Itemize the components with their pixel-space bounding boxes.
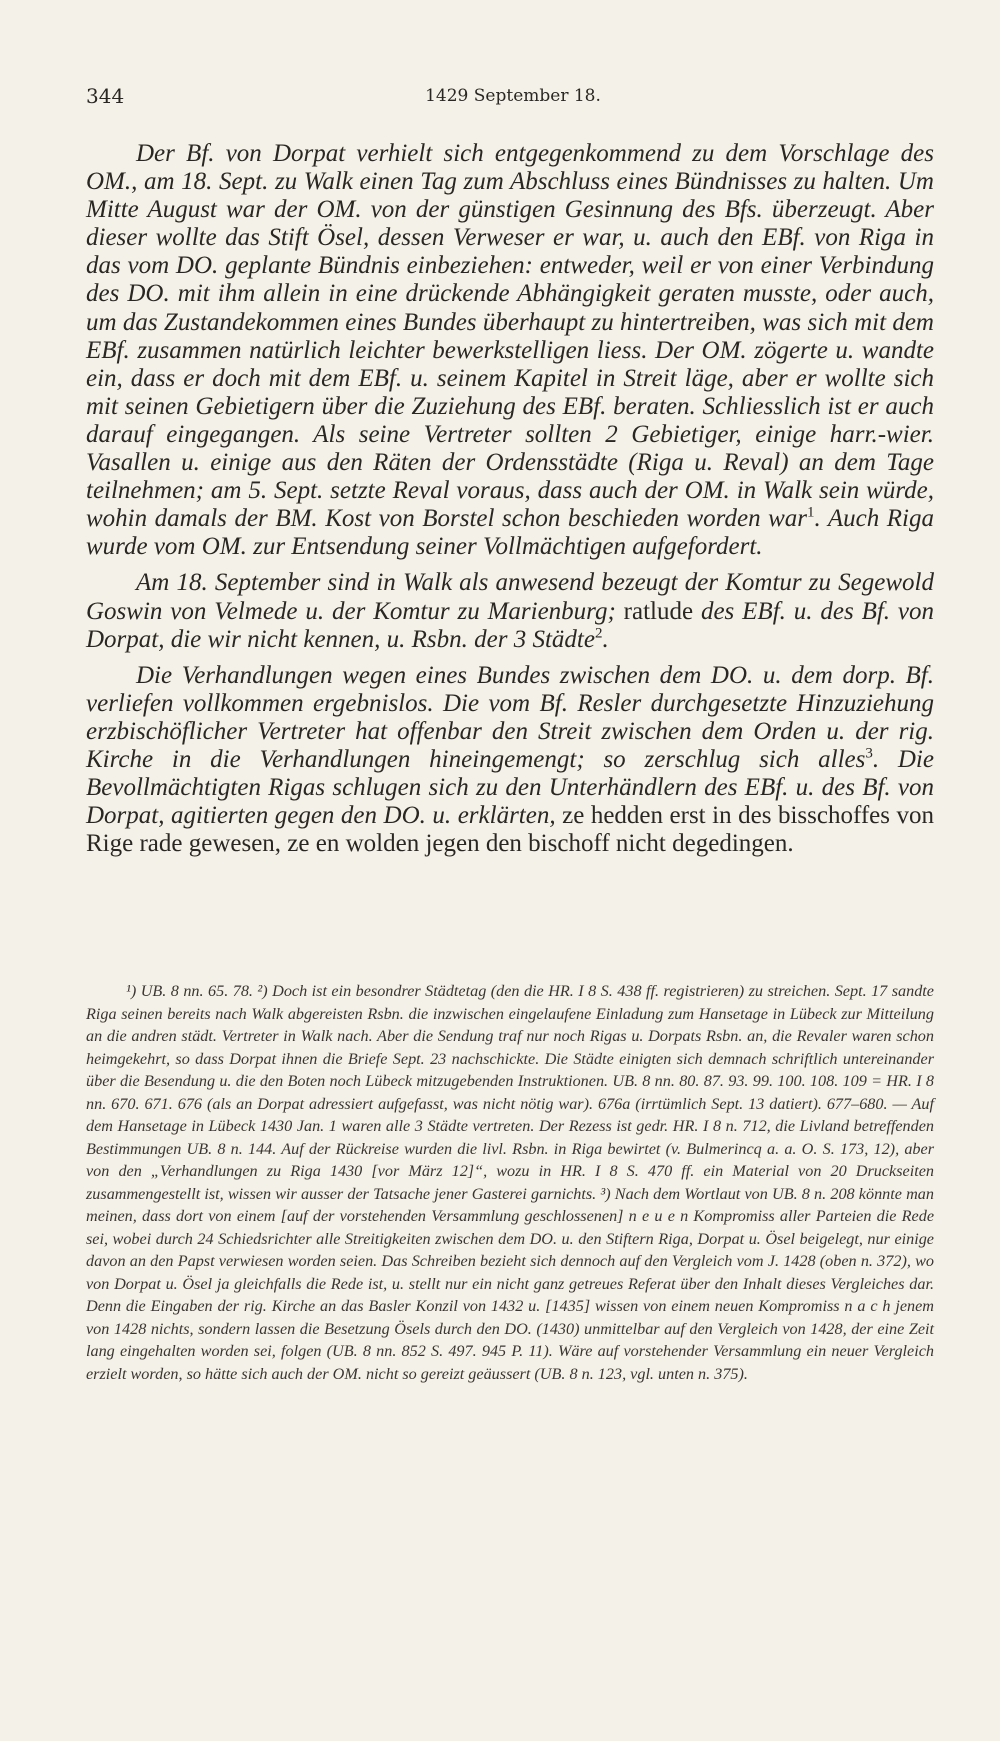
- paragraph-3-text-b: . Die Bevollmächtigten Rigas schlugen sich zu den Unterhändlern des EBf. u. des Bf. von Dorpat, agitierten gegen den DO. u. erklärten,: [86, 745, 934, 830]
- footnote-ref-1: 1: [807, 504, 815, 521]
- paragraph-2-text-b: des EBf. u. des Bf. von Dorpat, die wir nicht kennen, u. Rsbn. der 3 Städte: [86, 597, 934, 653]
- paragraph-2-end: .: [602, 625, 609, 653]
- paragraph-3-roman: ze hedden erst in des bisschoffes von Rige rade gewesen, ze en wolden jegen den bischoff nicht degedingen.: [86, 802, 935, 858]
- paragraph-2-text: Am 18. September sind in Walk als anwesend bezeugt der Komtur zu Segewold Goswin von Velmede u. der Komtur zu Marienburg;: [86, 569, 934, 625]
- paragraph-1: [86, 140, 934, 561]
- footnotes-text: ¹) UB. 8 nn. 65. 78. ²) Doch ist ein besondrer Städtetag (den die HR. I 8 S. 438 ff. registrieren) zu streichen. Sept. 17 sandte Riga seinen bereits nach Walk abgereisten Rsbn. die inzwischen eingelaufene Einladung zum Hansetage in Lübeck zur Mitteilung an die andren städt. Vertreter in Walk nach. Aber die Sendung traf nur noch Rigas u. Dorpats Rsbn. an, die Revaler waren schon heimgekehrt, so dass Dorpat ihnen die Briefe Sept. 23 nachschickte. Die Städte einigten sich demnach schriftlich untereinander über die Besendung u. die den Boten noch Lübeck mitzugebenden Instruktionen. UB. 8 nn. 80. 87. 93. 99. 100. 108. 109 = HR. I 8 nn. 670. 671. 676 (als an Dorpat adressiert aufgefasst, was nicht nötig war). 676a (irrtümlich Sept. 13 datiert). 677–680. — Auf dem Hansetage in Lübeck 1430 Jan. 1 waren alle 3 Städte vertreten. Der Rezess ist gedr. HR. I 8 n. 712, die Livland betreffenden Bestimmungen UB. 8 n. 144. Auf der Rückreise wurden die livl. Rsbn. in Riga bewirtet (v. Bulmerincq a. a. O. S. 173, 12), aber von den „Verhandlungen zu Riga 1430 [vor März 12]“, wozu in HR. I 8 S. 470 ff. ein Material von 20 Druckseiten zusammengestellt ist, wissen wir ausser der Tatsache jener Gasterei garnichts. ³) Nach dem Wortlaut von UB. 8 n. 208 könnte man meinen, dass dort von einem [auf der vorstehenden Versammlung geschlossenen] n e u e n Kompromiss aller Parteien die Rede sei, wobei durch 24 Schiedsrichter alle Streitigkeiten zwischen dem DO. u. den Stiftern Riga, Dorpat u. Ösel beigelegt, nur einige davon an den Papst verwiesen worden seien. Das Schreiben bezieht sich dennoch auf den Vergleich vom J. 1428 (oben n. 372), wo von Dorpat u. Ösel ja gleichfalls die Rede ist, u. stellt nur ein nicht ganz getreues Referat über den Inhalt dieses Vergleiches dar. Denn die Eingaben der rig. Kirche an das Basler Konzil von 1432 u. [1435] wissen von einem neuen Kompromiss n a c h jenem von 1428 nichts, sondern lassen die Besetzung Ösels durch den DO. (1430) unmittelbar auf den Vergleich von 1428, der eine Zeit lang eingehalten worden sei, folgen (UB. 8 nn. 852 S. 497. 945 P. 11). Wäre auf vorstehender Versammlung ein neuer Vergleich erzielt worden, so hätte sich auch der OM. nicht so gereizt geäussert (UB. 8 n. 123, vgl. unten n. 375).: [86, 982, 934, 1383]
- main-text: [86, 140, 934, 866]
- page-header: [86, 84, 940, 114]
- footnote-ref-3: 3: [865, 745, 873, 762]
- paragraph-1-text-end: . Auch Riga wurde vom OM. zur Entsendung seiner Vollmächtigen aufgefordert.: [86, 505, 934, 561]
- running-title: 1429 September 18.: [425, 86, 601, 106]
- paragraph-1-text: Der Bf. von Dorpat verhielt sich entgegenkommend zu dem Vorschlage des OM., am 18. Sept. zu Walk einen Tag zum Abschluss eines Bündnisses zu halten. Um Mitte August war der OM. von der günstigen Gesinnung des Bfs. überzeugt. Aber dieser wollte das Stift Ösel, dessen Verweser er war, u. auch den EBf. von Riga in das vom DO. geplante Bündnis einbeziehen: entweder, weil er von einer Verbindung des DO. mit ihm allein in eine drückende Abhängigkeit geraten musste, oder auch, um das Zustandekommen eines Bundes überhaupt zu hintertreiben, was sich mit dem EBf. zusammen natürlich leichter bewerkstelligen liess. Der OM. zögerte u. wandte ein, dass er doch mit dem EBf. u. seinem Kapitel in Streit läge, aber er wollte sich mit seinen Gebietigern über die Zuziehung des EBf. beraten. Schliesslich ist er auch darauf eingegangen. Als seine Vertreter sollten 2 Gebietiger, einige harr.-wier. Vasallen u. einige aus den Räten der Ordensstädte (Riga u. Reval) an dem Tage teilnehmen; am 5. Sept. setzte Reval voraus, dass auch der OM. in Walk sein würde, wohin damals der BM. Kost von Borstel schon beschieden worden war: [86, 140, 934, 533]
- paragraph-2-roman: ratlude: [623, 597, 694, 625]
- footnote-ref-2: 2: [594, 625, 603, 642]
- paragraph-3-text: Die Verhandlungen wegen eines Bundes zwischen dem DO. u. dem dorp. Bf. verliefen vollkommen ergebnislos. Die vom Bf. Resler durchgesetzte Hinzuziehung erzbischöflicher Vertreter hat offenbar den Streit zwischen dem Orden u. der rig. Kirche in die Verhandlungen hineingemengt; so zerschlug sich alles: [86, 661, 934, 773]
- footnotes: [86, 980, 934, 1385]
- paragraph-2: [86, 569, 934, 653]
- paragraph-3: [86, 662, 934, 859]
- page-number: 344: [86, 84, 125, 108]
